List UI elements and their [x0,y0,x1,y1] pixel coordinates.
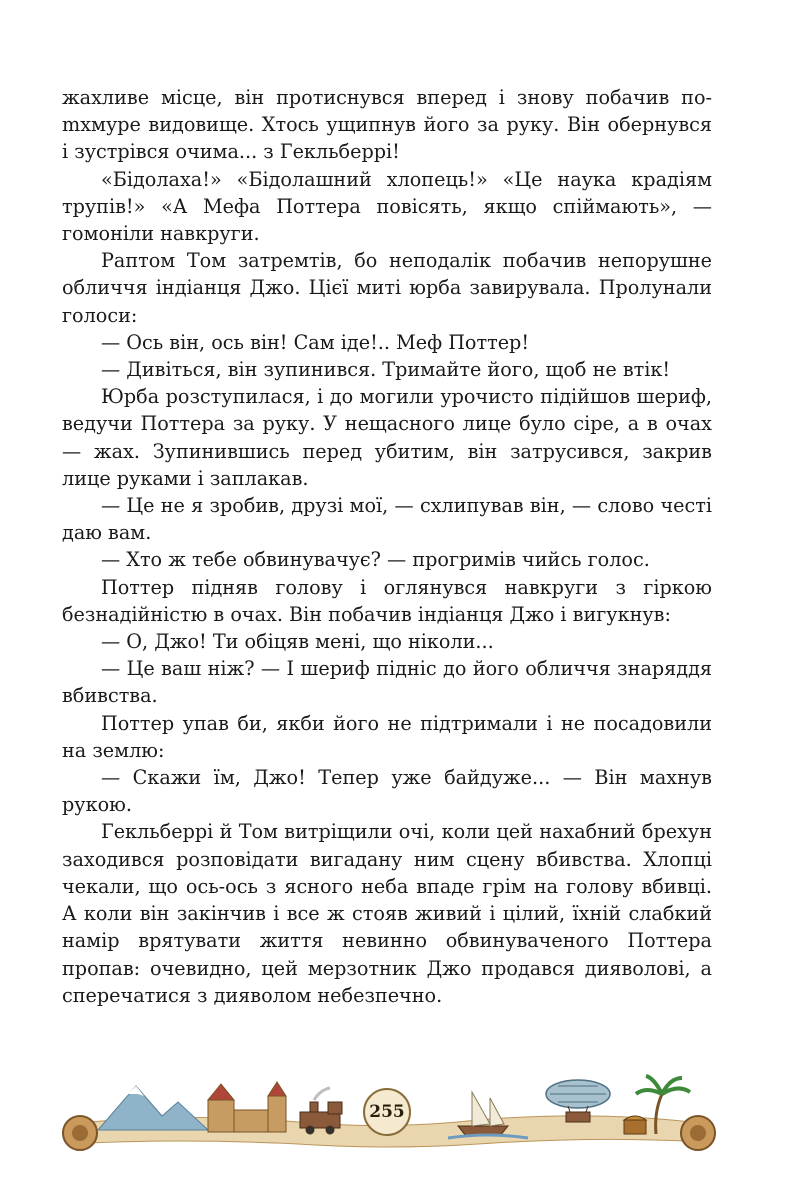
paragraph: «Бідолаха!» «Бідолашний хлопець!» «Це наука крадіям трупів!» «А Мефа Поттера повісять, якщо спіймають», — гомоніли навкруги. [62,167,712,246]
train-icon [300,1088,342,1134]
paragraph: жахливе місце, він протиснувся вперед і знову побачив поmхмуре видовище. Хтось ущипнув його за руку. Він обернувся і зустрівся очима... з Гекльберрі! [62,86,712,164]
paragraph: — Це ваш ніж? — І шериф підніс до його обличчя знаряддя вбивства. [62,657,712,708]
paragraph: Раптом Том затремтів, бо неподалік побачив непорушне обличчя індіанця Джо. Цієї миті юрба завирувала. Пролунали голоси: [62,249,712,327]
paragraph: Поттер упав би, якби його не підтримали і не посадовили на землю: [62,711,712,762]
paragraph: — О, Джо! Ти обіцяв мені, що ніколи... [101,630,494,654]
paragraph: Гекльберрі й Том витріщили очі, коли цей нахабний брехун заходився розповідати вигадану ним сцену вбивства. Хлопці чекали, що ось-ось з ясного неба впаде грім на голову вбивці. А коли він закінчив і все ж стояв живий і цілий, їхній слабкий намір врятувати життя невинно обвинуваченого Поттера пропав: очевидно, цей мерзотник Джо продався дияволові, а сперечатися з дияволом небезпечно. [62,820,712,1007]
paragraph: — Скажи їм, Джо! Тепер уже байдуже... — Він махнув рукою. [62,766,712,817]
treasure-chest-icon [624,1116,646,1134]
paragraph: Поттер підняв голову і оглянувся навкруги з гіркою безнадійністю в очах. Він побачив індіанця Джо і вигукнув: [62,575,712,626]
body-text [62,84,712,1009]
paragraph: — Хто ж тебе обвинувачує? — прогримів чийсь голос. [101,548,650,572]
castle-icon [208,1082,286,1132]
page-number: 255 [363,1088,411,1136]
paragraph: Юрба розступилася, і до могили урочисто підійшов шериф, ведучи Поттера за руку. У нещасного лице було сіре, а в очах — жах. Зупинившись перед убитим, він затрусився, закрив лице руками і заплакав. [62,385,712,490]
mountains-icon [98,1086,208,1130]
paragraph: — Це не я зробив, друзі мої, — схлипував він, — слово честі даю вам. [62,494,712,545]
paragraph: — Дивіться, він зупинився. Тримайте його, щоб не втік! [101,358,671,382]
paragraph: — Ось він, ось він! Сам іде!.. Меф Поттер! [101,330,530,354]
